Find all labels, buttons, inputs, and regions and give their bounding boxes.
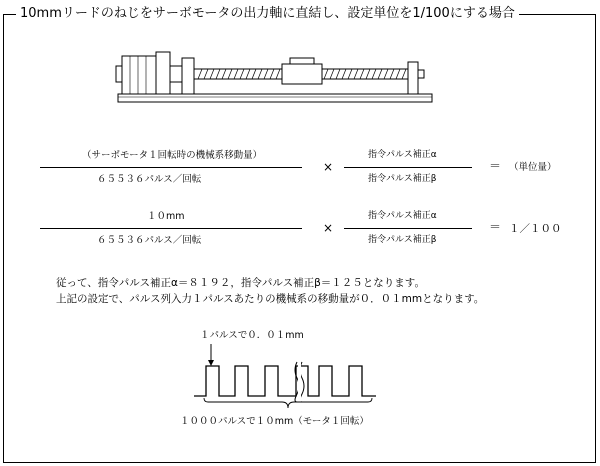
- formula1-comp-bar: [344, 167, 472, 168]
- brace-label: １０００パルスで１０mm（モータ１回転）: [180, 416, 369, 427]
- formula2-comp-denominator: 指令パルス補正β: [368, 235, 437, 245]
- formula1-result: （単位量）: [509, 162, 557, 173]
- conclusion-line-1: 従って、指令パルス補正α＝８１９２，指令パルス補正β＝１２５となります。: [56, 277, 425, 289]
- formula2-equals-sign: ＝: [489, 220, 502, 234]
- pulse-train: [190, 340, 390, 402]
- formula2-numerator: １０mm: [147, 211, 185, 222]
- conclusion-line-2: 上記の設定で、パルス列入力１パルスあたりの機械系の移動量が０．０１mmとなります。: [56, 293, 485, 305]
- formula1-comp-denominator: 指令パルス補正β: [368, 174, 437, 184]
- page-title: 10mmリードのねじをサーボモータの出力軸に直結し、設定単位を1/100にする場合: [16, 6, 519, 22]
- formula1-equals-sign: ＝: [489, 159, 502, 173]
- formula1-fraction-bar: [40, 167, 302, 168]
- formula1-numerator: （サーボモータ１回転時の機械系移動量）: [82, 150, 263, 161]
- formula2-comp-numerator: 指令パルス補正α: [368, 211, 437, 221]
- formula1-comp-numerator: 指令パルス補正α: [368, 150, 437, 160]
- formula2-times-sign: ×: [323, 221, 334, 235]
- formula2-comp-bar: [344, 228, 472, 229]
- formula1-denominator: ６５５３６パルス／回転: [97, 174, 202, 185]
- formula1-times-sign: ×: [323, 160, 334, 174]
- formula2-denominator: ６５５３６パルス／回転: [97, 235, 202, 246]
- ballscrew-illustration: [112, 44, 442, 110]
- formula2-result: １／１００: [509, 223, 562, 235]
- pulse-label: １パルスで０．０１mm: [200, 330, 304, 341]
- formula2-fraction-bar: [40, 228, 302, 229]
